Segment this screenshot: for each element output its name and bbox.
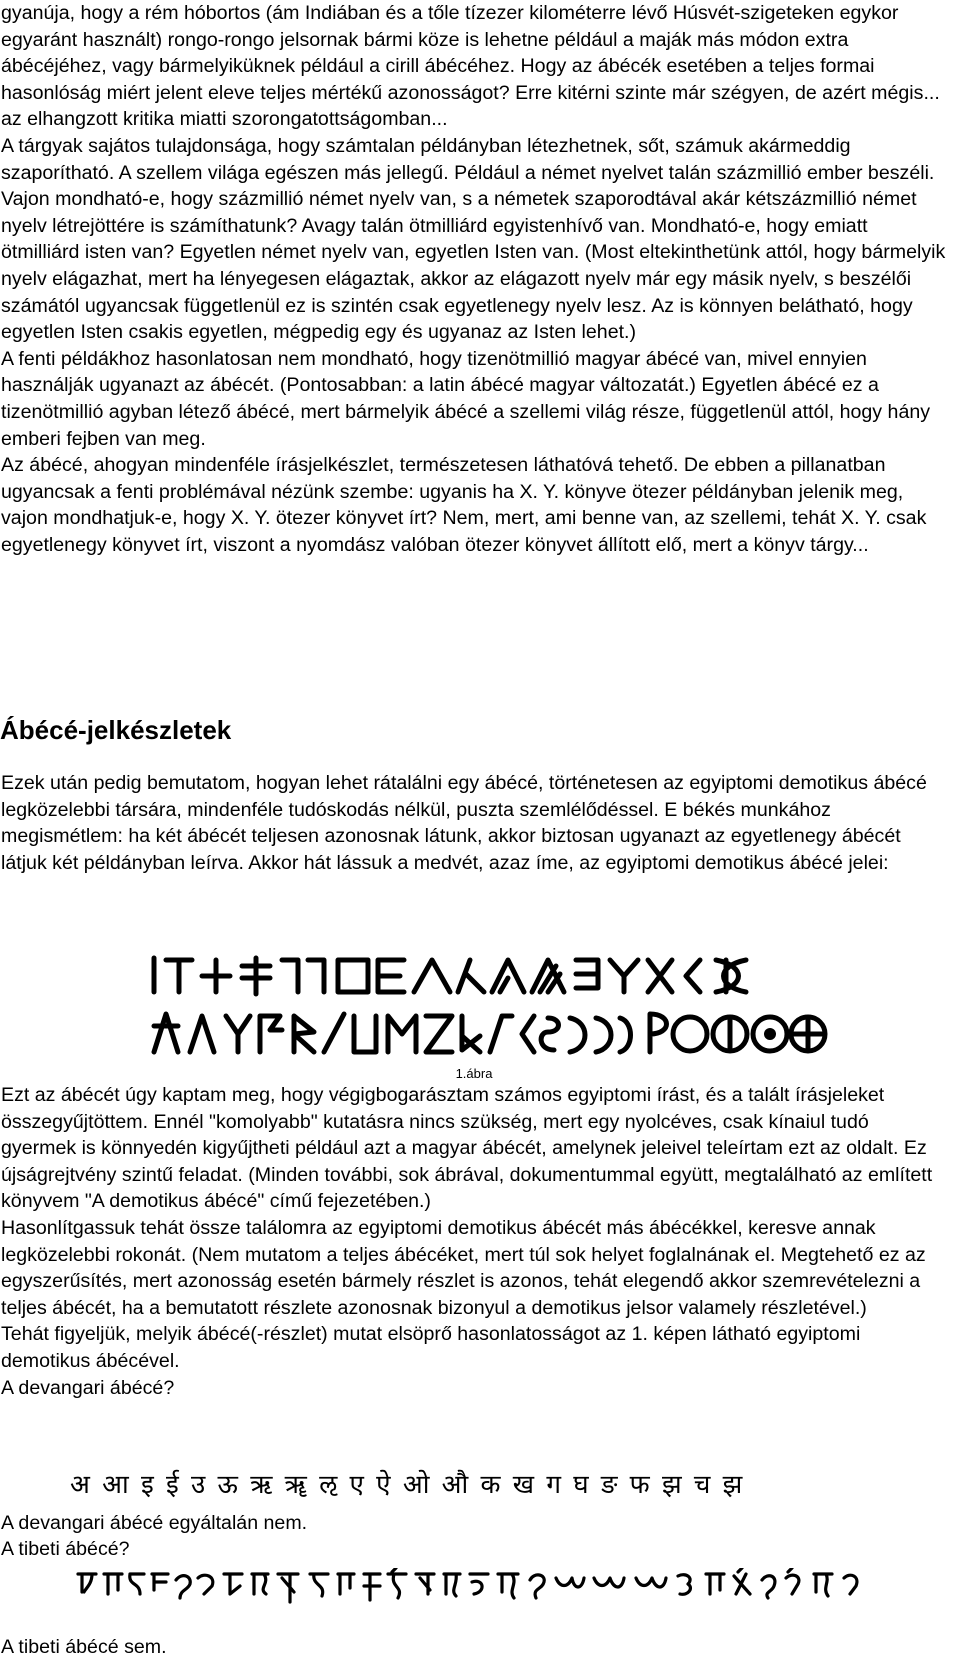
tibetan-glyph <box>470 1574 488 1594</box>
tibetan-glyph <box>310 1574 328 1596</box>
paragraph: gyanúja, hogy a rém hóbortos (ám Indiában és a tőle tízezer kilométerre lévő Húsvét-szigeteken egykor egyaránt használt) rongo-rongo jelsornak bármi köze is lehetne például a maják más módon extra ábécéjéhez, vagy bármelyiküknek például a cirill ábécéhez. Hogy az ábécék esetében a teljes formai hasonlóság miért jelent eleve teljes mértékű azonosságot? Erre kitérni szinte már szégyen, de azért mégis... az elhangzott kritika miatti szorongatottságomban... <box>1 2 940 131</box>
tibetan-glyph <box>152 1574 168 1590</box>
tibetan-glyph <box>530 1575 544 1598</box>
tibetan-glyph <box>104 1574 122 1594</box>
demotic-glyph <box>190 1016 214 1052</box>
demotic-glyph <box>673 1017 707 1051</box>
tibetan-glyph <box>786 1568 799 1594</box>
tibetan-glyph <box>678 1575 690 1595</box>
demotic-glyph <box>532 960 564 992</box>
devanagari-verdict: A devangari ábécé egyáltalán nem. <box>1 1512 308 1534</box>
demotic-glyph <box>620 1018 631 1052</box>
tibetan-glyph <box>706 1574 724 1594</box>
demotic-glyph <box>596 1018 611 1052</box>
tibetan-glyph <box>844 1575 857 1594</box>
tibetan-glyph <box>338 1574 354 1594</box>
paragraph: Hasonlítgassuk tehát össze találomra az egyiptomi demotikus ábécét más ábécékkel, keresve annak legközelebbi rokonát. (Nem mutatom a teljes ábécéket, mert túl sok helyet foglalnának el. Megtehető ez az egyszerűsítés, mert azonosság esetén bármely részlet is azonos, tehát elegendő akkor szemrevételezni a teljes ábécét, ha a bemutatott részlete azonosnak bizonyul a demotikus jelsor valamely részletével.) <box>1 1216 926 1319</box>
tibetan-verdict: A tibeti ábécé sem. <box>1 1636 167 1658</box>
demotic-glyph <box>242 958 270 994</box>
demotic-glyph <box>686 960 700 992</box>
figure-caption: 1.ábra <box>455 1066 493 1081</box>
demotic-glyph <box>154 1014 178 1052</box>
paragraph: Az ábécé, ahogyan mindenféle írásjelkészlet, természetesen láthatóvá tehető. De ebben a pillanatban ugyancsak a fenti problémával nézünk szembe: ugyanis ha X. Y. könyve ötezer példányban jelenik meg, vajon mondhatjuk-e, hogy X. Y. ötezer könyvet írt? Nem, mert, ami benne van, az szellemi, tehát X. Y. csak egyetlenegy könyvet írt, viszont a nyomdász valóban ötezer könyvet állított elő, mert a könyv tárgy... <box>1 454 927 556</box>
tibetan-glyph <box>416 1574 434 1594</box>
tibetan-glyph <box>364 1574 380 1600</box>
demotic-glyph <box>294 1016 314 1052</box>
paragraph: A fenti példákhoz hasonlatosan nem mondható, hogy tizenötmillió magyar ábécé van, mivel ennyien használják ugyanazt az ábécét. (Pontosabban: a latin ábécé magyar változatát.) Egyetlen ábécé ez a tizenötmillió agyban létező ábécé, mert bármelyik ábécé a szellemi világ része, függetlenül attól, hogy hány emberi fejben van meg. <box>1 347 931 450</box>
demotic-glyph <box>458 960 484 992</box>
demotic-alphabet-figure <box>150 952 830 1062</box>
demotic-glyph <box>426 1016 452 1052</box>
tibetan-glyph <box>252 1574 268 1594</box>
tibetan-glyph <box>224 1574 242 1594</box>
text-block-after-figure <box>0 1082 948 1401</box>
demotic-glyph <box>414 960 450 992</box>
demotic-glyph <box>541 1018 558 1050</box>
demotic-glyph <box>490 1016 512 1052</box>
demotic-glyph <box>226 1016 250 1052</box>
demotic-glyph <box>166 960 192 992</box>
demotic-glyph <box>522 1016 534 1052</box>
demotic-glyph <box>324 1014 344 1052</box>
tibetan-glyph <box>498 1574 518 1598</box>
tibetan-glyph <box>444 1574 460 1596</box>
tibetan-glyph <box>278 1574 298 1602</box>
tibetan-glyph <box>594 1578 624 1587</box>
demotic-glyph <box>492 960 524 992</box>
tibetan-glyph <box>734 1568 750 1594</box>
tibetan-glyph <box>130 1574 144 1594</box>
devanagari-sample: अ आ इ ई उ ऊ ऋ ॠ ऌ ए ऐ ओ औ क ख ग घ ङ फ झ च झ <box>70 1470 745 1500</box>
paragraph: Tehát figyeljük, melyik ábécé(-részlet) mutat elsöprő hasonlatosságot az 1. képen látható egyiptomi demotikus ábécével. <box>1 1323 861 1372</box>
demotic-glyph-dot <box>764 1028 776 1040</box>
demotic-glyph <box>570 1018 585 1052</box>
paragraph: A devangari ábécé? <box>1 1376 175 1399</box>
demotic-glyph <box>610 960 638 992</box>
tibetan-glyph <box>762 1576 775 1598</box>
section-heading: Ábécé-jelkészletek <box>0 715 232 745</box>
demotic-glyph <box>462 1016 480 1052</box>
paragraph: A tárgyak sajátos tulajdonsága, hogy számtalan példányban létezhetnek, sőt, számuk akármeddig szaporítható. A szellem világa egészen más jellegű. Például a német nyelvet talán százmillió ember beszéli. Vajon mondható-e, hogy százmillió német nyelv van, s a németek szaporodtával akár kétszázmillió német nyelv létrejöttére is számíthatunk? Avagy talán ötmilliárd egyistenhívő van. Mondható-e, hogy emiatt ötmilliárd isten van? Egyetlen német nyelv van, egyetlen Isten van. (Most eltekinthetünk attól, hogy bármelyik nyelv elágazhat, mert ha lényegesen elágaztak, akkor az elágazott nyelv már egy másik nyelv, s beszélői számától ugyancsak függetlenül ez is szintén csak egyetlenegy nyelv lesz. Az is könnyen belátható, hogy egyetlen Isten csakis egyetlen, mégpedig egy és ugyanaz az Isten lehet.) <box>1 134 946 344</box>
demotic-glyph <box>378 960 404 992</box>
demotic-glyph <box>202 960 230 992</box>
tibetan-glyph <box>176 1576 190 1598</box>
tibetan-question: A tibeti ábécé? <box>1 1538 130 1560</box>
demotic-glyph <box>354 1016 376 1052</box>
demotic-glyph <box>576 960 598 988</box>
text-block-top <box>0 0 948 558</box>
tibetan-glyph <box>78 1574 96 1592</box>
tibetan-glyph <box>636 1578 666 1587</box>
demotic-glyph <box>260 1016 282 1052</box>
demotic-glyph <box>308 960 324 992</box>
tibetan-glyph <box>198 1575 213 1594</box>
tibetan-glyph <box>556 1578 584 1587</box>
tibetan-glyph <box>388 1568 406 1598</box>
demotic-glyph <box>282 960 298 992</box>
demotic-glyph <box>648 960 672 992</box>
demotic-glyph <box>716 960 746 992</box>
paragraph-intro: Ezek után pedig bemutatom, hogyan lehet rátalálni egy ábécé, történetesen az egyiptomi demotikus ábécé legközelebbi társára, mindenféle tudóskodás nélkül, puszta szemlélődéssel. E békés munkához megismétlem: ha két ábécét teljesen azonosnak látunk, akkor biztosan ugyanazt az egyetlenegy ábécét látjuk két példányban leírva. Akkor hát lássuk a medvét, azaz íme, az egyiptomi demotikus ábécé jelei: <box>1 772 927 874</box>
tibetan-glyph <box>814 1574 832 1596</box>
demotic-glyph <box>388 1016 416 1052</box>
demotic-glyph <box>338 960 368 992</box>
tibetan-sample <box>74 1568 874 1608</box>
demotic-glyph <box>650 1014 667 1052</box>
paragraph: Ezt az ábécét úgy kaptam meg, hogy végigbogarásztam számos egyiptomi írást, és a talált írásjeleket összegyűjtöttem. Ennél "komolyabb" kutatásra nincs szükség, mert egy nyolcéves, csak kínaiul tudó gyermek is könnyedén kigyűjtheti például azt a magyar ábécét, amelynek jeleivel teleírtam ezt az oldalt. Ez újságrejtvény szintű feladat. (Minden további, sok ábrával, dokumentummal együtt, megtalálható az említett könyvem "A demotikus ábécé" című fejezetében.) <box>1 1084 933 1213</box>
